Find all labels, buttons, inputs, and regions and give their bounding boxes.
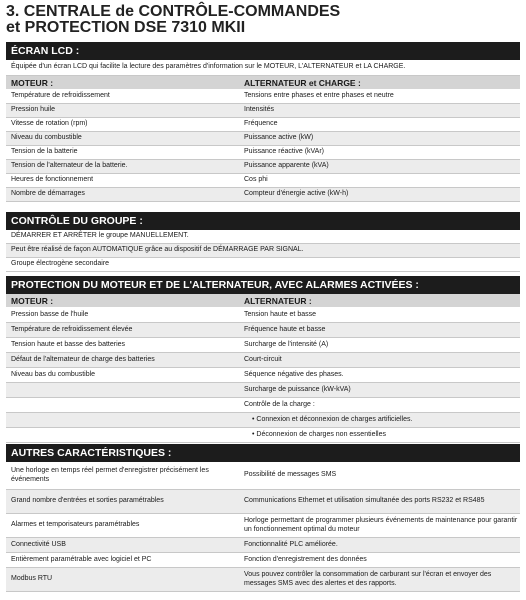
protection-moteur-cell: Tension haute et basse des batteries bbox=[11, 340, 126, 348]
table-row bbox=[6, 428, 520, 443]
protection-col-alternateur: ALTERNATEUR : bbox=[244, 295, 312, 306]
table-row bbox=[6, 174, 520, 188]
autres-right-cell: Fonction d'enregistrement des données bbox=[244, 555, 367, 563]
protection-column-headers bbox=[6, 294, 520, 308]
lcd-moteur-cell: Tension de la batterie bbox=[11, 148, 78, 156]
autres-right-cell: Vous pouvez contrôler la consommation de carburant sur l'écran et envoyer des messages SMS avec des alertes et des rapports. bbox=[244, 571, 492, 587]
table-row bbox=[6, 132, 520, 146]
lcd-moteur-cell: Pression huile bbox=[11, 106, 55, 114]
lcd-alternateur-cell: Puissance réactive (kVAr) bbox=[244, 148, 325, 156]
table-row bbox=[6, 188, 520, 202]
protection-moteur-cell bbox=[6, 398, 242, 412]
lcd-alternateur-cell: Intensités bbox=[244, 106, 274, 114]
autres-left-cell: Connectivité USB bbox=[11, 540, 66, 548]
protection-moteur-cell bbox=[6, 428, 242, 442]
table-row bbox=[6, 514, 520, 538]
protection-section bbox=[6, 276, 520, 443]
autres-section-header: AUTRES CARACTÉRISTIQUES : bbox=[6, 444, 520, 462]
protection-alternateur-cell: Court-circuit bbox=[244, 355, 282, 363]
table-row bbox=[6, 553, 520, 568]
table-row bbox=[6, 353, 520, 368]
lcd-column-headers bbox=[6, 76, 520, 90]
autres-right-cell: Possibilité de messages SMS bbox=[244, 471, 337, 479]
lcd-moteur-cell: Vitesse de rotation (rpm) bbox=[11, 120, 88, 128]
autres-left-cell: Alarmes et temporisateurs paramétrables bbox=[11, 521, 140, 529]
lcd-alternateur-cell: Puissance active (kW) bbox=[244, 134, 314, 142]
list-item bbox=[6, 244, 520, 258]
protection-section-header: PROTECTION DU MOTEUR ET DE L'ALTERNATEUR, AVEC ALARMES ACTIVÉES : bbox=[6, 276, 520, 294]
protection-col-moteur: MOTEUR : bbox=[11, 295, 54, 306]
lcd-moteur-cell: Niveau du combustible bbox=[11, 134, 82, 142]
table-row bbox=[6, 308, 520, 323]
table-row bbox=[6, 568, 520, 592]
protection-moteur-cell: Niveau bas du combustible bbox=[11, 370, 96, 378]
list-item bbox=[6, 230, 520, 244]
autres-section bbox=[6, 444, 520, 592]
table-row bbox=[6, 90, 520, 104]
groupe-line: DÉMARRER ET ARRÊTER le groupe MANUELLEMENT. bbox=[11, 232, 189, 240]
list-item bbox=[6, 258, 520, 272]
protection-moteur-cell: Pression basse de l'huile bbox=[11, 310, 89, 318]
autres-right-cell: Horloge permettant de programmer plusieurs événements de maintenance pour garantir un fonctionnement optimal du moteur bbox=[244, 517, 518, 533]
table-row bbox=[6, 160, 520, 174]
lcd-moteur-cell: Tension de l'alternateur de la batterie. bbox=[11, 162, 128, 170]
lcd-intro-text: Équipée d'un écran LCD qui facilite la lecture des paramètres d'information sur le MOTEUR, L'ALTERNATEUR et LA CHARGE. bbox=[11, 63, 406, 71]
protection-moteur-cell bbox=[6, 383, 242, 397]
groupe-section-header: CONTRÔLE DU GROUPE : bbox=[6, 212, 520, 230]
table-row bbox=[6, 538, 520, 553]
protection-alternateur-cell: Surcharge de puissance (kW-kVA) bbox=[244, 385, 351, 393]
table-row bbox=[6, 383, 520, 398]
autres-left-cell: Entièrement paramétrable avec logiciel et PC bbox=[11, 555, 152, 563]
lcd-alternateur-cell: Tensions entre phases et entre phases et neutre bbox=[244, 92, 394, 100]
protection-alternateur-cell: • Déconnexion de charges non essentielles bbox=[252, 430, 386, 438]
lcd-alternateur-cell: Puissance apparente (kVA) bbox=[244, 162, 329, 170]
lcd-moteur-cell: Heures de fonctionnement bbox=[11, 176, 94, 184]
lcd-moteur-cell: Nombre de démarrages bbox=[11, 190, 85, 198]
lcd-section-header: ÉCRAN LCD : bbox=[6, 42, 520, 60]
table-row bbox=[6, 338, 520, 353]
table-row bbox=[6, 398, 520, 413]
protection-alternateur-cell: Fréquence haute et basse bbox=[244, 325, 326, 333]
lcd-alternateur-cell: Fréquence bbox=[244, 120, 278, 128]
lcd-col-alternateur-charge: ALTERNATEUR et CHARGE : bbox=[244, 77, 361, 88]
groupe-line: Groupe électrogène secondaire bbox=[11, 260, 110, 268]
table-row bbox=[6, 146, 520, 160]
lcd-intro-row bbox=[6, 60, 520, 76]
autres-left-cell: Grand nombre d'entrées et sorties paramétrables bbox=[11, 497, 164, 505]
table-row bbox=[6, 413, 520, 428]
protection-alternateur-cell: Surcharge de l'intensité (A) bbox=[244, 340, 329, 348]
table-row bbox=[6, 368, 520, 383]
lcd-alternateur-cell: Compteur d'énergie active (kW-h) bbox=[244, 190, 349, 198]
protection-alternateur-cell: Contrôle de la charge : bbox=[244, 400, 315, 408]
lcd-moteur-cell: Température de refroidissement bbox=[11, 92, 110, 100]
page-title-line-2: et PROTECTION DSE 7310 MKII bbox=[6, 19, 246, 36]
table-row bbox=[6, 490, 520, 514]
page-title bbox=[6, 4, 520, 36]
protection-alternateur-cell: Tension haute et basse bbox=[244, 310, 316, 318]
groupe-section bbox=[6, 212, 520, 272]
lcd-alternateur-cell: Cos phi bbox=[244, 176, 268, 184]
lcd-section bbox=[6, 42, 520, 202]
protection-moteur-cell: Défaut de l'alternateur de charge des batteries bbox=[11, 355, 155, 363]
protection-moteur-cell: Température de refroidissement élevée bbox=[11, 325, 133, 333]
page-title-line-1: 3. CENTRALE de CONTRÔLE-COMMANDES bbox=[6, 3, 341, 20]
protection-alternateur-cell: Séquence négative des phases. bbox=[244, 370, 344, 378]
protection-alternateur-cell: • Connexion et déconnexion de charges artificielles. bbox=[252, 415, 413, 423]
table-row bbox=[6, 104, 520, 118]
autres-left-cell: Modbus RTU bbox=[11, 575, 53, 583]
autres-right-cell: Communications Ethernet et utilisation simultanée des ports RS232 et RS485 bbox=[244, 497, 485, 505]
table-row bbox=[6, 462, 520, 490]
protection-moteur-cell bbox=[6, 413, 242, 427]
groupe-line: Peut être réalisé de façon AUTOMATIQUE grâce au dispositif de DÉMARRAGE PAR SIGNAL. bbox=[11, 246, 304, 254]
table-row bbox=[6, 323, 520, 338]
autres-right-cell: Fonctionnalité PLC améliorée. bbox=[244, 540, 338, 548]
lcd-col-moteur: MOTEUR : bbox=[11, 77, 54, 88]
table-row bbox=[6, 118, 520, 132]
autres-left-cell: Une horloge en temps réel permet d'enregistrer précisément les événements bbox=[11, 467, 209, 483]
